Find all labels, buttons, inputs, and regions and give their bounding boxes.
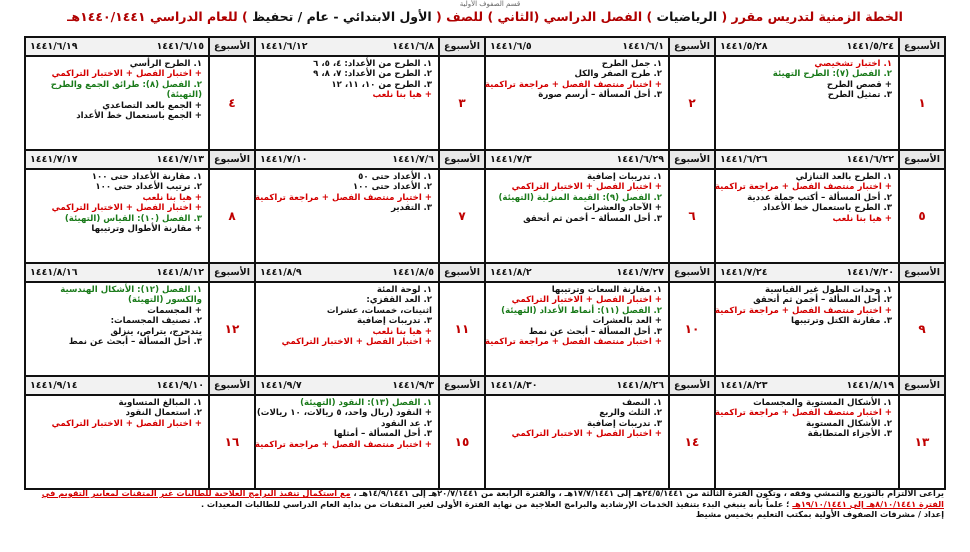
lesson-line: ١. مقارنة الأعداد حتى ١٠٠ xyxy=(91,172,202,182)
week-start-date: ١٤٤١/٨/٢٦ xyxy=(616,380,664,391)
week-number: ١ xyxy=(899,56,945,150)
week-number: ١٤ xyxy=(669,395,715,489)
week-lessons xyxy=(485,56,669,150)
week-date-range xyxy=(715,150,899,169)
week-label: الأسبوع xyxy=(899,150,945,169)
week-start-date: ١٤٤١/٨/٥ xyxy=(392,267,434,278)
footer-line-1-highlight: مع استكمال تنفيذ البرامج العلاجية للطالبات غير المتقنات لمعايير التقويم في xyxy=(41,488,351,498)
week-date-range xyxy=(25,150,209,169)
lesson-line: ٢. الفصل (١١): أنماط الأعداد (التهيئة) xyxy=(501,305,662,316)
footer-line-1-text: يراعى الالتزام بالتوزيع والتمشي وفقه ، وتكون الفترة الثالثة من ٢٤/٥/١٤٤١هـ إلى ١٧/٧/١٤٤١هـ ، والفترة الرابعة من ٢٠/٧/١٤٤١هـ إلى ١٤/٩/١٤٤١هـ ، xyxy=(353,488,944,498)
lesson-line: ١. الفصل (١٢): الأشكال الهندسية xyxy=(60,285,202,295)
week-label: الأسبوع xyxy=(899,263,945,282)
week-end-date: ١٤٤١/٧/١٧ xyxy=(30,154,78,165)
week-number: ١٢ xyxy=(209,282,255,376)
schedule-table xyxy=(24,36,946,490)
footer-line-3: إعداد / مشرفات الصفوف الأولية بمكتب التعليم بخميس مشيط xyxy=(695,509,944,519)
lesson-line: ١. النصف xyxy=(622,398,662,408)
week-date-range xyxy=(715,263,899,282)
lesson-line: ٢. طرح الصفر والكل xyxy=(574,69,662,80)
lesson-line: ٣. مقارنة الكتل وترتيبها xyxy=(790,316,892,327)
week-date-row xyxy=(25,150,945,169)
week-date-range xyxy=(485,150,669,169)
week-start-date: ١٤٤١/٩/٣ xyxy=(392,380,434,391)
week-date-range xyxy=(255,263,439,282)
week-end-date: ١٤٤١/٨/٣٠ xyxy=(490,380,538,391)
week-label: الأسبوع xyxy=(899,37,945,56)
footer-line-2-text: ؛ علماً بأنه ينبغي البدء بتنفيذ الخدمات الإرشادية والبرامج العلاجية من نهاية الفترة الأولى لغير المتقنات من بداية العام الدراسي للطالبات المعيدات . xyxy=(200,498,790,509)
lesson-line: + الآحاد والعشرات xyxy=(583,203,662,214)
lesson-line: + اختبار منتصف الفصل + مراجعة تراكمية xyxy=(254,192,432,203)
week-end-date: ١٤٤١/٥/٢٨ xyxy=(720,41,768,52)
lesson-line: ٣. الفصل (١٠): القياس (التهيئة) xyxy=(64,213,202,224)
lesson-line: ٣. الأجزاء المتطابقة xyxy=(807,429,892,440)
week-lessons xyxy=(255,395,439,489)
week-start-date: ١٤٤١/٧/١٣ xyxy=(156,154,204,165)
lesson-line: ٢. الفصل (٨): طرائق الجمع والطرح xyxy=(50,79,202,90)
week-content-row xyxy=(25,282,945,376)
week-content-row xyxy=(25,395,945,489)
week-number: ١٠ xyxy=(669,282,715,376)
week-end-date: ١٤٤١/٧/٣ xyxy=(490,154,532,165)
lesson-line: ٢. الفصل (٧): الطرح التهيئة xyxy=(772,69,892,80)
week-start-date: ١٤٤١/٦/١٥ xyxy=(156,41,204,52)
lesson-line: ٢. الأشكال المستوية xyxy=(806,418,892,429)
title-grade: الأول الابتدائي - عام / تحفيظ xyxy=(252,9,432,24)
lesson-line: اثنينات، خمسات، عشرات xyxy=(326,305,432,316)
week-start-date: ١٤٤١/٧/٢٠ xyxy=(846,267,894,278)
week-lessons xyxy=(255,169,439,263)
lesson-line: + اختبار الفصل + الاختبار التراكمي xyxy=(51,69,202,80)
week-lessons xyxy=(485,395,669,489)
lesson-line: ٣. الطرح باستعمال خط الأعداد xyxy=(762,203,892,214)
week-label: الأسبوع xyxy=(899,376,945,395)
lesson-line: + اختبار منتصف الفصل + مراجعة تراكمية xyxy=(484,79,662,90)
lesson-line: ١. المبالغ المتساوية xyxy=(118,398,202,408)
lesson-line: ٣. التقدير xyxy=(391,203,432,214)
lesson-line: + اختبار منتصف الفصل + مراجعة تراكمية xyxy=(714,182,892,193)
lesson-line: + هيا بنا نلعب xyxy=(142,192,202,203)
lesson-line: ١. الطرح من الأعداد: ٤، ٥، ٦ xyxy=(313,59,432,69)
lesson-line: + اختبار الفصل + الاختبار التراكمي xyxy=(511,295,662,306)
week-date-range xyxy=(255,150,439,169)
week-date-row xyxy=(25,376,945,395)
week-content-row xyxy=(25,56,945,150)
week-label: الأسبوع xyxy=(209,263,255,282)
week-lessons xyxy=(715,282,899,376)
lesson-line: ١. مقارنة السعات وترتيبها xyxy=(551,285,662,295)
lesson-line: ٢. عد النقود xyxy=(381,418,432,429)
title-part3: ) للعام الدراسي ١٤٤٠/١٤٤١هـ xyxy=(67,9,253,24)
footer-notes xyxy=(24,488,944,520)
week-label: الأسبوع xyxy=(439,263,485,282)
week-start-date: ١٤٤١/٦/١ xyxy=(622,41,664,52)
week-number: ٤ xyxy=(209,56,255,150)
week-end-date: ١٤٤١/٨/٢ xyxy=(490,267,532,278)
week-lessons xyxy=(255,56,439,150)
week-start-date: ١٤٤١/٧/٢٧ xyxy=(616,267,664,278)
lesson-line: ١. الفصل (١٣): النقود (التهيئة) xyxy=(300,398,432,408)
week-start-date: ١٤٤١/٧/٦ xyxy=(392,154,434,165)
week-end-date: ١٤٤١/٧/٢٤ xyxy=(720,267,768,278)
week-lessons xyxy=(255,282,439,376)
lesson-line: ٢. الفصل (٩): القيمة المنزلية (التهيئة) xyxy=(498,192,662,203)
week-start-date: ١٤٤١/٦/٢٢ xyxy=(846,154,894,165)
lesson-line: + اختبار الفصل + الاختبار التراكمي xyxy=(281,337,432,348)
week-start-date: ١٤٤١/٥/٢٤ xyxy=(846,41,894,52)
week-number: ١٦ xyxy=(209,395,255,489)
footer-line-2-highlight: الفترة ٨/١٠/١٤٤١هـ إلى ١٩/١٠/١٤٤١هـ xyxy=(792,498,944,509)
footer-line-1 xyxy=(24,488,944,499)
lesson-line: ١. الأشكال المستوية والمجسمات xyxy=(753,398,892,408)
lesson-line: (التهيئة) xyxy=(166,90,202,101)
week-date-range xyxy=(25,376,209,395)
lesson-line: ٢. أحل المسألة – أخمن ثم أتحقق xyxy=(753,295,892,306)
lesson-line: + اختبار منتصف الفصل + مراجعة تراكمية xyxy=(484,337,662,348)
week-number: ٧ xyxy=(439,169,485,263)
lesson-line: + هيا بنا نلعب xyxy=(372,90,432,101)
lesson-line: ١. تدريبات إضافية xyxy=(586,172,662,182)
week-label: الأسبوع xyxy=(439,150,485,169)
week-lessons xyxy=(25,56,209,150)
week-lessons xyxy=(715,56,899,150)
week-lessons xyxy=(25,395,209,489)
week-label: الأسبوع xyxy=(209,150,255,169)
week-date-range xyxy=(715,37,899,56)
top-strip-caption: قسم الصفوف الأولية xyxy=(459,0,521,8)
week-number: ٣ xyxy=(439,56,485,150)
week-end-date: ١٤٤١/٩/١٤ xyxy=(30,380,78,391)
page-title xyxy=(0,9,970,25)
lesson-line: ١. جمل الطرح xyxy=(601,59,662,69)
lesson-line: ٣. أحل المسألة – أبحث عن نمط xyxy=(528,326,662,337)
week-end-date: ١٤٤١/٨/١٦ xyxy=(30,267,78,278)
lesson-line: ٢. العد القفزي: xyxy=(366,295,432,306)
week-number: ١٥ xyxy=(439,395,485,489)
week-date-range xyxy=(255,37,439,56)
week-number: ٥ xyxy=(899,169,945,263)
lesson-line: ٣. الطرح من ١٠، ١١، ١٢ xyxy=(331,79,432,90)
lesson-line: يتدحرج، يتراص، ينزلق xyxy=(110,326,202,337)
title-part2: ) الفصل الدراسي (الثاني ) للصف ( xyxy=(431,9,653,24)
lesson-line: + اختبار الفصل + الاختبار التراكمي xyxy=(511,429,662,440)
title-subject: الرياضيات xyxy=(652,9,722,24)
week-date-range xyxy=(485,376,669,395)
lesson-line: + مقارنة الأطوال وترتيبها xyxy=(91,224,202,235)
week-lessons xyxy=(715,169,899,263)
week-label: الأسبوع xyxy=(669,263,715,282)
lesson-line: + العد بالعشرات xyxy=(592,316,662,327)
week-end-date: ١٤٤١/٩/٧ xyxy=(260,380,302,391)
lesson-line: ٣. تدريبات إضافية xyxy=(356,316,432,327)
week-date-row xyxy=(25,37,945,56)
lesson-line: + قصص الطرح xyxy=(826,79,892,90)
week-lessons xyxy=(485,169,669,263)
week-lessons xyxy=(715,395,899,489)
lesson-line: + اختبار الفصل + الاختبار التراكمي xyxy=(51,203,202,214)
week-label: الأسبوع xyxy=(439,376,485,395)
week-content-row xyxy=(25,169,945,263)
lesson-line: ٢. تصنيف المجسمات: xyxy=(110,316,202,327)
week-date-range xyxy=(255,376,439,395)
lesson-line: ١. وحدات الطول غير القياسية xyxy=(765,285,892,295)
week-number: ١١ xyxy=(439,282,485,376)
week-date-range xyxy=(715,376,899,395)
week-label: الأسبوع xyxy=(209,37,255,56)
lesson-line: ١. اختبار تشخيصي xyxy=(814,59,892,69)
week-end-date: ١٤٤١/٨/٩ xyxy=(260,267,302,278)
week-end-date: ١٤٤١/٦/١٢ xyxy=(260,41,308,52)
week-end-date: ١٤٤١/٦/٥ xyxy=(490,41,532,52)
lesson-line: ١. لوحة المئة xyxy=(376,285,432,295)
lesson-line: + اختبار الفصل + الاختبار التراكمي xyxy=(51,418,202,429)
week-number: ٦ xyxy=(669,169,715,263)
lesson-line: ٣. تدريبات إضافية xyxy=(586,418,662,429)
title-part1: الخطة الزمنية لتدريس مقرر ( xyxy=(721,9,903,24)
lesson-line: + الجمع باستعمال خط الأعداد xyxy=(76,111,202,122)
lesson-line: ٢. الثلث والربع xyxy=(599,408,662,419)
week-label: الأسبوع xyxy=(669,150,715,169)
lesson-line: + اختبار منتصف الفصل + مراجعة تراكمية xyxy=(254,439,432,450)
week-number: ٩ xyxy=(899,282,945,376)
week-lessons xyxy=(485,282,669,376)
lesson-line: ٣. أحل المسألة – أبحث عن نمط xyxy=(68,337,202,348)
lesson-line: + هيا بنا نلعب xyxy=(832,213,892,224)
lesson-line: + الجمع بالعد التصاعدي xyxy=(102,100,202,111)
lesson-line: والكسور (التهيئة) xyxy=(127,295,202,306)
lesson-line: + المجسمات xyxy=(147,305,202,316)
lesson-line: ٢. الطرح من الأعداد: ٧، ٨، ٩ xyxy=(313,69,432,80)
lesson-line: ١. الأعداد حتى ٥٠ xyxy=(358,172,432,182)
week-end-date: ١٤٤١/٨/٢٣ xyxy=(720,380,768,391)
week-start-date: ١٤٤١/٦/٨ xyxy=(392,41,434,52)
week-date-range xyxy=(25,263,209,282)
week-date-range xyxy=(25,37,209,56)
lesson-line: ٣. تمثيل الطرح xyxy=(827,90,892,101)
week-lessons xyxy=(25,282,209,376)
week-date-range xyxy=(485,263,669,282)
lesson-line: ١. الطرح بالعد التنازلي xyxy=(795,172,892,182)
week-lessons xyxy=(25,169,209,263)
lesson-line: + النقود (ريال واحد، ٥ ريالات، ١٠ ريالات) xyxy=(256,408,432,419)
week-number: ٢ xyxy=(669,56,715,150)
footer-line-2 xyxy=(24,499,944,510)
week-end-date: ١٤٤١/٦/١٩ xyxy=(30,41,78,52)
lesson-line: ١. الطرح الرأسي xyxy=(129,59,202,69)
week-start-date: ١٤٤١/٨/١٩ xyxy=(846,380,894,391)
week-end-date: ١٤٤١/٦/٢٦ xyxy=(720,154,768,165)
week-start-date: ١٤٤١/٩/١٠ xyxy=(156,380,204,391)
lesson-line: ٣. أحل المسألة – أمثلها xyxy=(333,429,432,440)
week-date-range xyxy=(485,37,669,56)
lesson-line: + هيا بنا نلعب xyxy=(372,326,432,337)
lesson-line: + اختبار منتصف الفصل + مراجعة تراكمية xyxy=(714,305,892,316)
week-label: الأسبوع xyxy=(669,376,715,395)
lesson-line: + اختبار منتصف الفصل + مراجعة تراكمية xyxy=(714,408,892,419)
lesson-line: ٢. الأعداد حتى ١٠٠ xyxy=(352,182,432,193)
week-number: ٨ xyxy=(209,169,255,263)
lesson-line: ٢. استعمال النقود xyxy=(125,408,202,419)
lesson-line: ٢. أحل المسألة – أكتب جملة عددية xyxy=(747,192,892,203)
week-start-date: ١٤٤١/٦/٢٩ xyxy=(616,154,664,165)
week-start-date: ١٤٤١/٨/١٢ xyxy=(156,267,204,278)
lesson-line: + اختبار الفصل + الاختبار التراكمي xyxy=(511,182,662,193)
week-end-date: ١٤٤١/٧/١٠ xyxy=(260,154,308,165)
week-label: الأسبوع xyxy=(669,37,715,56)
week-label: الأسبوع xyxy=(439,37,485,56)
week-label: الأسبوع xyxy=(209,376,255,395)
week-number: ١٣ xyxy=(899,395,945,489)
week-date-row xyxy=(25,263,945,282)
lesson-line: ٣. أحل المسألة – أخمن ثم أتحقق xyxy=(523,213,662,224)
lesson-line: ٢. ترتيب الأعداد حتى ١٠٠ xyxy=(95,182,202,193)
lesson-line: ٣. أحل المسألة – أرسم صورة xyxy=(538,90,662,101)
